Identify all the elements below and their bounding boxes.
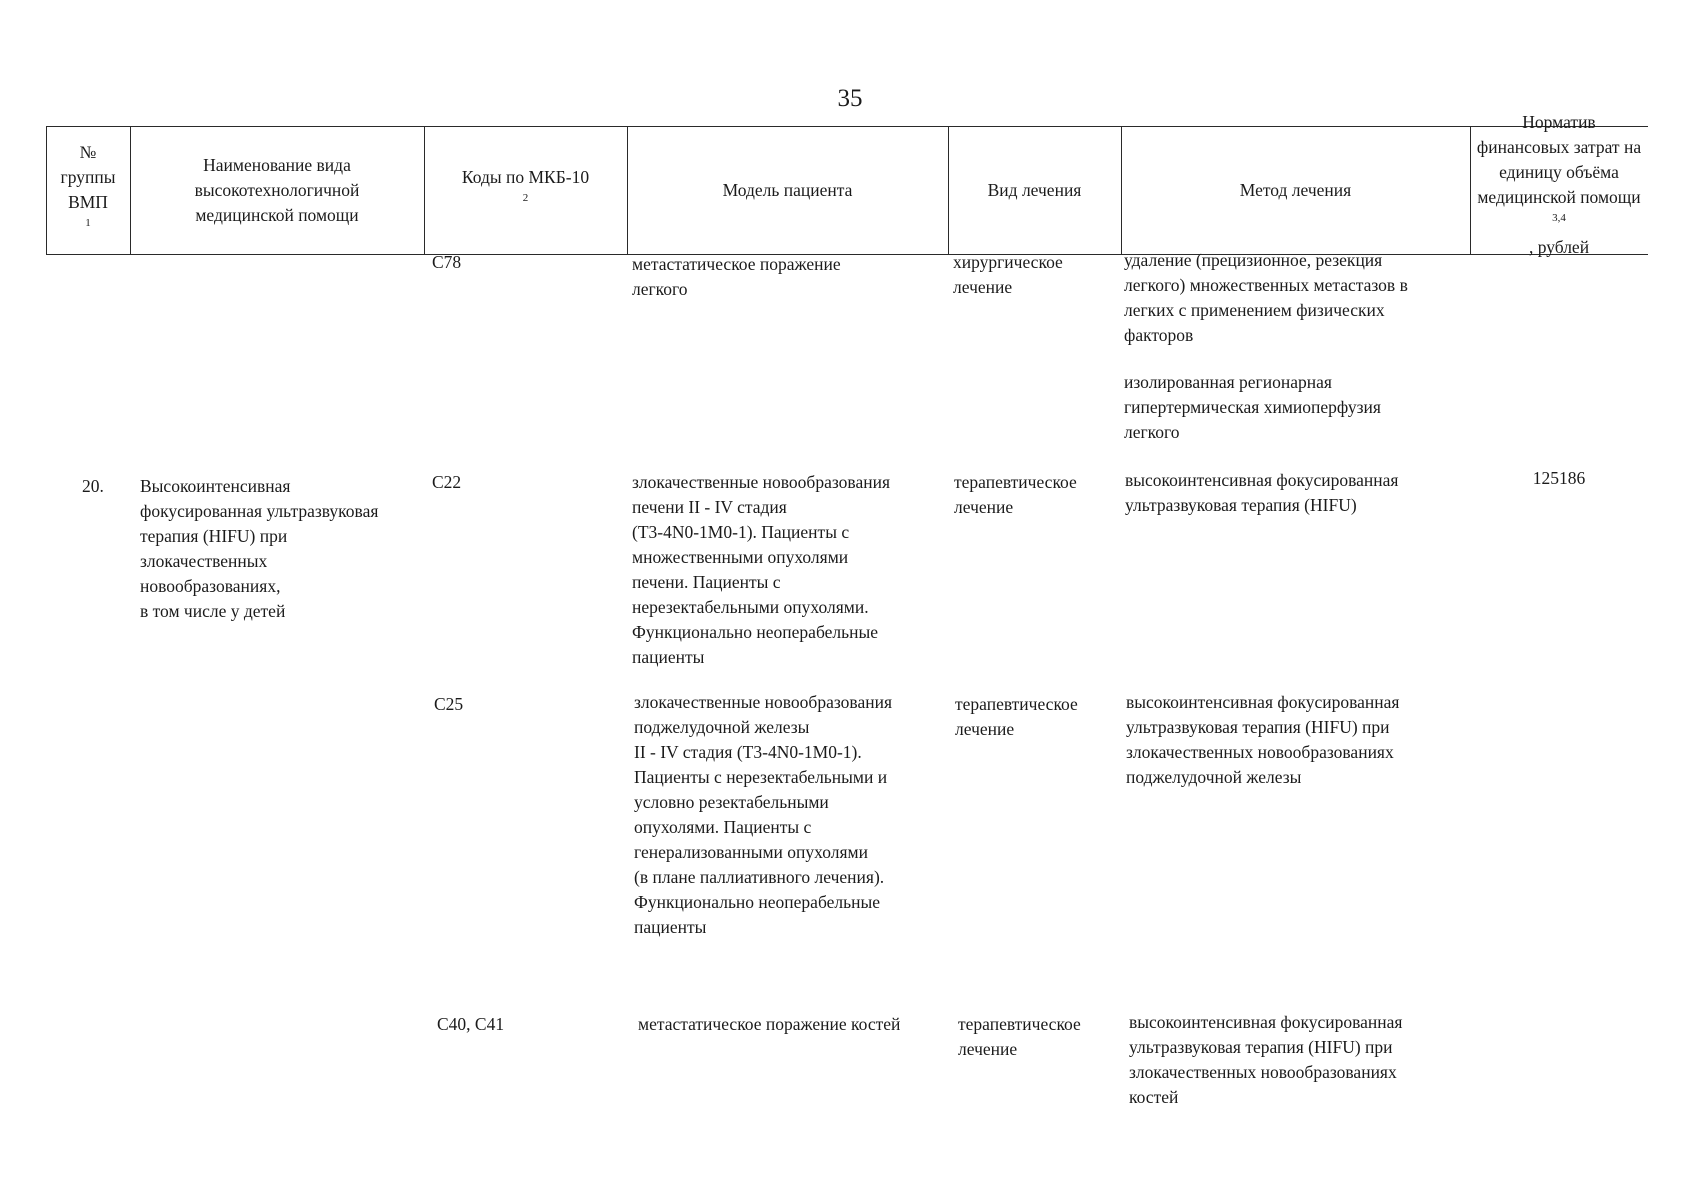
patient-model: метастатическое поражение легкого <box>632 254 841 299</box>
treatment-method: высокоинтенсивная фокусированная ультразвуковая терапия (HIFU) <box>1125 470 1399 515</box>
treatment-type: терапевтическое лечение <box>955 694 1078 739</box>
group-number: 20. <box>82 476 104 496</box>
header-col-method <box>1121 126 1470 254</box>
patient-model: метастатическое поражение костей <box>638 1014 901 1034</box>
treatment-method: высокоинтенсивная фокусированная ультразвуковая терапия (HIFU) при злокачественных новообразованиях костей <box>1129 1012 1403 1107</box>
footnote-mark: 2 <box>522 192 529 205</box>
care-type-name: Высокоинтенсивная фокусированная ультразвуковая терапия (HIFU) при злокачественных новообразованиях, в том числе у детей <box>140 476 379 621</box>
header-col-group-number <box>46 126 130 254</box>
icd-codes: С78 <box>432 252 462 272</box>
header-col-group-number-label: № группы ВМП <box>60 142 116 212</box>
header-col-norm-suffix: , рублей <box>1528 237 1590 257</box>
icd-codes: С22 <box>432 472 462 492</box>
footnote-mark: 1 <box>85 217 91 230</box>
header-col-name-label: Наименование вида высокотехнологичной медицинской помощи <box>194 154 360 225</box>
header-col-norm <box>1470 112 1648 257</box>
cost-norm: 125186 <box>1532 468 1586 488</box>
header-col-type-label: Вид лечения <box>987 179 1082 200</box>
header-col-norm-label: Норматив финансовых затрат на единицу объёма медицинской помощи <box>1476 112 1642 207</box>
treatment-method: изолированная регионарная гипертермическая химиоперфузия легкого <box>1124 372 1381 442</box>
treatment-type: хирургическое лечение <box>953 252 1063 297</box>
header-col-type <box>948 126 1121 254</box>
patient-model: злокачественные новообразования печени II - IV стадия (T3-4N0-1M0-1). Пациенты с множественными опухолями печени. Пациенты с нерезектабельными опухолями. Функционально неоперабельные пациенты <box>632 472 890 667</box>
footnote-mark: 3,4 <box>1552 212 1566 225</box>
treatment-method: удаление (прецизионное, резекция легкого) множественных метастазов в легких с применением физических факторов <box>1124 250 1408 345</box>
header-col-codes <box>424 126 627 254</box>
icd-codes: С25 <box>434 694 464 714</box>
header-col-codes-label: Коды по МКБ-10 <box>461 167 590 187</box>
page-number: 35 <box>837 85 863 112</box>
icd-codes: С40, С41 <box>437 1014 505 1034</box>
treatment-type: терапевтическое лечение <box>954 472 1077 517</box>
header-col-model-label: Модель пациента <box>722 179 853 200</box>
treatment-type: терапевтическое лечение <box>958 1014 1081 1059</box>
header-col-model <box>627 126 948 254</box>
header-col-method-label: Метод лечения <box>1239 179 1352 200</box>
header-col-name <box>130 126 424 254</box>
patient-model: злокачественные новообразования поджелудочной железы II - IV стадия (T3-4N0-1M0-1). Пациенты с нерезектабельными и условно резектабельными опухолями. Пациенты с генерализованными опухолями (в плане паллиативного лечения). Функционально неоперабельные пациенты <box>634 692 892 937</box>
treatment-method: высокоинтенсивная фокусированная ультразвуковая терапия (HIFU) при злокачественных новообразованиях поджелудочной железы <box>1126 692 1400 787</box>
